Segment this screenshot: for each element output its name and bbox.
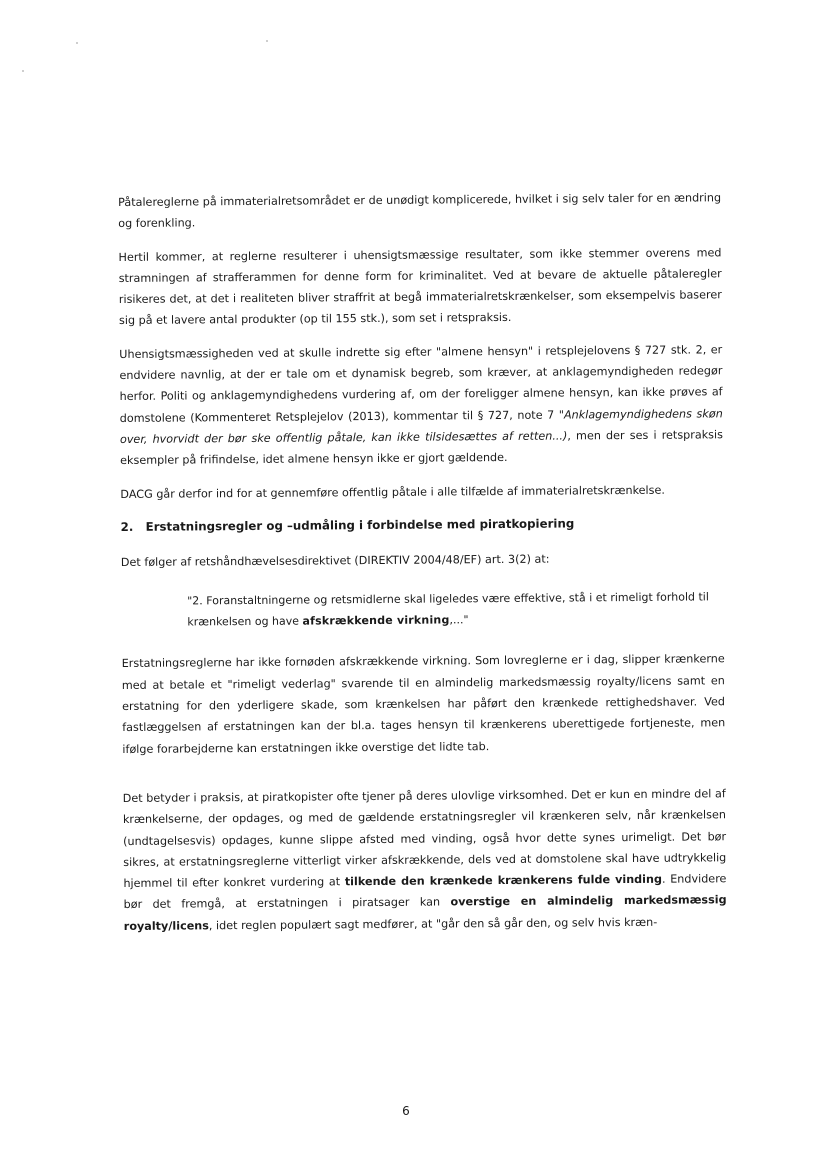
quote-emphasis: afskrækkende virkning [302, 613, 450, 629]
paragraph-text: Uhensigtsmæssigheden ved at skulle indrette sig efter "almene hensyn" i retsplejelovens § 727 stk. 2, er endvidere navnlig, at der er tale om et dynamisk begreb, som kræver, at anklagemyndigheden redegør herfor. Politi og anklagemyndighedens vurdering af, om der foreligger almene hensyn, kan ikke prøves af domstolene (Kommenteret Retsplejelov (2013), kommentar til § 727, note 7 [119, 343, 723, 425]
paragraph-text: . Endvidere bør det fremgå, at erstatningen i piratsager kan [123, 872, 727, 912]
bold-emphasis: tilkende den krænkede krænkerens fulde vinding [344, 872, 663, 889]
paragraph-text: Erstatningsreglerne har ikke fornøden afskrækkende virkning. Som lovreglerne er i dag, slipper krænkerne med at betale et "rimeligt vederlag" svarende til en almindelig markedsmæssig royalty/licens samt en erstatning for den yderligere skade, som krænkelsen har påført den krænkede rettighedshaver. Ved fastlæggelsen af erstatningen kan der bl.a. tages hensyn til krænkerens uberettigede fortjeneste, men ifølge forarbejderne kan erstatningen ikke overstige det lidte tab. [121, 652, 726, 756]
paragraph-text: , men der ses i retspraksis eksempler på frifindelse, idet almene hensyn ikke er gjort gældende. [120, 428, 723, 468]
scan-speck [76, 42, 78, 44]
page-number: 6 [402, 1104, 410, 1118]
quote-text: ,..." [449, 613, 469, 627]
paragraph-text: Hertil kommer, at reglerne resulterer i uhensigtsmæssige resultater, som ikke stemmer overens med stramningen af strafferammen for denne form for kriminalitet. Ved at bevare de aktuelle påtaleregler risikeres det, at det i realiteten bliver straffrit at begå immaterialretskrænkelser, som eksempelvis baserer sig på et lavere antal produkter (op til 155 stk.), som set i retspraksis. [118, 245, 722, 328]
paragraph-text: DACG går derfor ind for at gennemføre offentlig påtale i alle tilfælde af immaterialretskrænkelse. [120, 483, 665, 501]
bold-emphasis: overstige en almindelig markedsmæssig royalty/licens [123, 893, 727, 933]
quote-text: "2. Foranstaltningerne og retsmidlerne skal ligeledes være effektive, stå i et rimeligt forhold til krænkelsen og have [187, 590, 709, 629]
scan-speck [266, 40, 268, 42]
block-quote [187, 587, 714, 633]
section-number: 2. [120, 519, 134, 534]
section-heading [121, 512, 724, 538]
section-title: Erstatningsregler og –udmåling i forbindelse med piratkopiering [145, 516, 575, 534]
paragraph-text: Det betyder i praksis, at piratkopister ofte tjener på deres ulovlige virksomhed. Det er kun en mindre del af krænkelserne, der opdages, og med de gældende erstatningsregler vil krænkeren selv, når krænkelsen (undtagelsesvis) opdages, kunne slippe afsted med vinding, også hvor dette synes urimeligt. Det bør sikres, at erstatningsreglerne vitterligt virker afskrækkende, dels ved at domstolene skal have udtrykkelig hjemmel til efter konkret vurdering at [122, 787, 727, 891]
paragraph-det-betyder [123, 783, 727, 937]
paragraph-direktiv [121, 547, 724, 573]
scan-speck [22, 70, 24, 72]
paragraph-pataleregler [118, 187, 721, 234]
italic-citation: "Anklagemyndighedens skøn over, hvorvidt der bør ske offentlig påtale, kan ikke tilsidesættes af retten...) [119, 406, 723, 446]
paragraph-text: , idet reglen populært sagt medfører, at "går den så går den, og selv hvis kræn- [208, 915, 658, 933]
paragraph-hertil-kommer [118, 242, 722, 332]
paragraph-uhensigtsmaessighed [119, 339, 723, 472]
paragraph-erstatningsregler [122, 649, 726, 760]
paragraph-dacg [120, 479, 723, 505]
document-body [118, 187, 727, 949]
paragraph-text: Påtalereglerne på immaterialretsområdet er de unødigt komplicerede, hvilket i sig selv taler for en ændring og forenkling. [118, 191, 722, 231]
paragraph-text: Det følger af retshåndhævelsesdirektivet (DIREKTIV 2004/48/EF) art. 3(2) at: [120, 552, 550, 570]
